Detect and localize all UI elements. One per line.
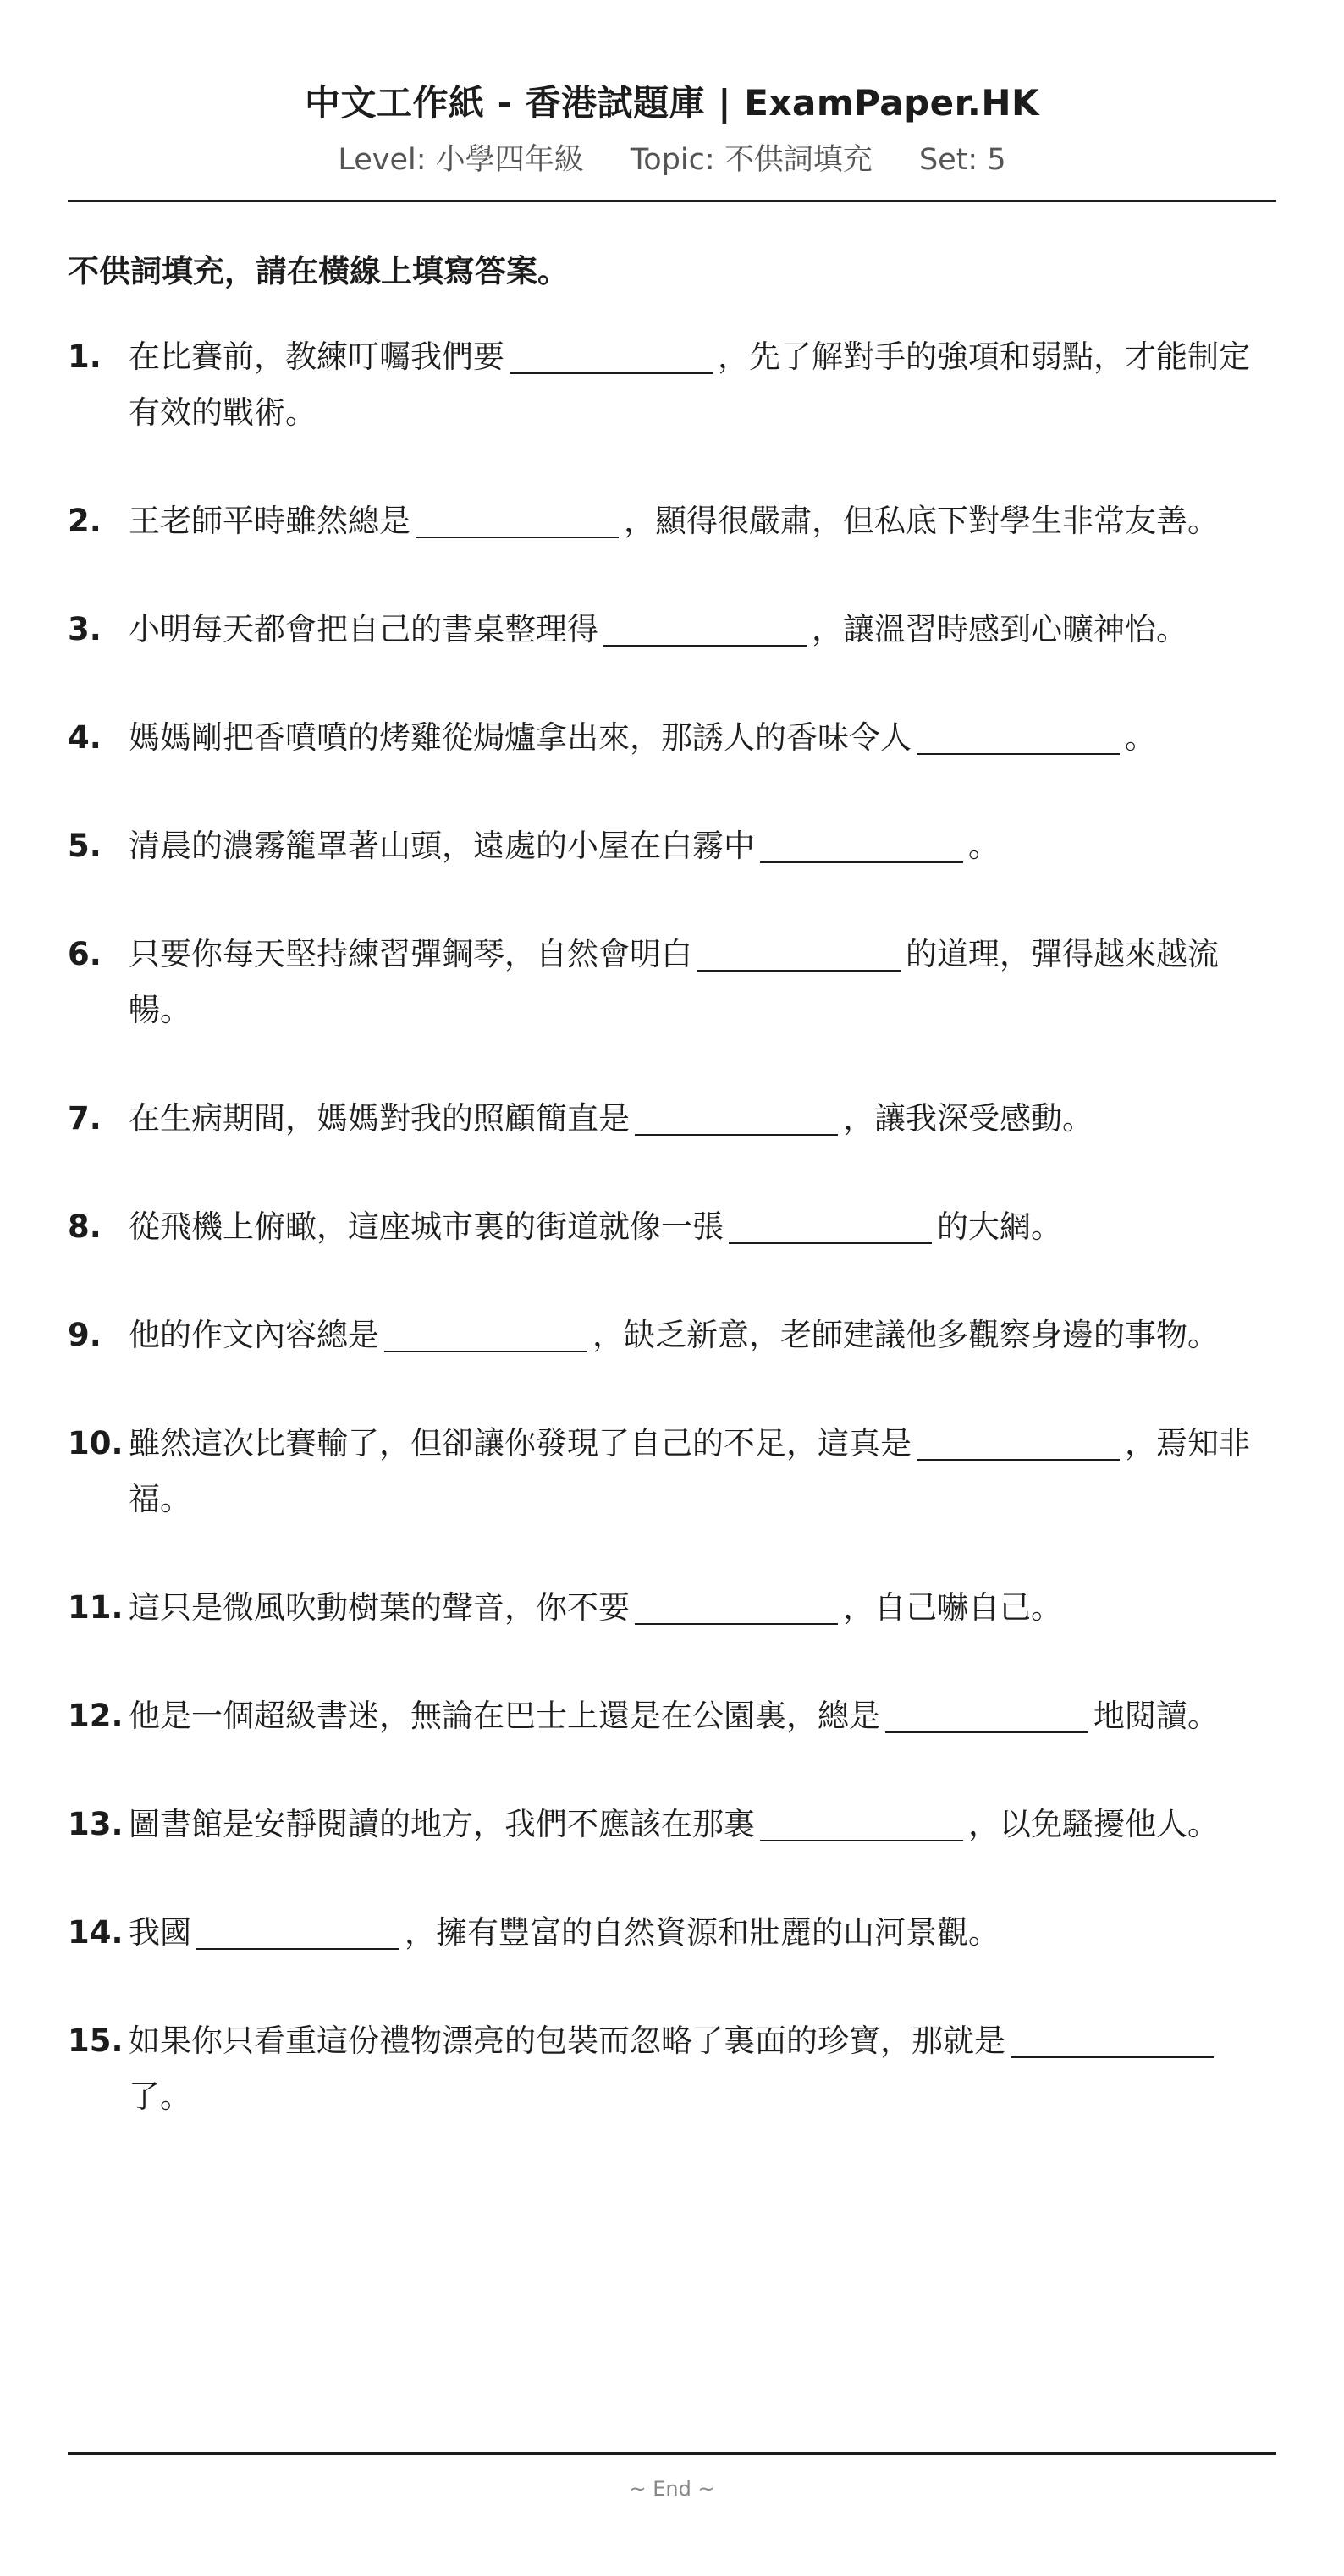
question-text-before: 王老師平時雖然總是 bbox=[129, 503, 410, 539]
question-item bbox=[68, 493, 1276, 549]
question-text-before: 媽媽剛把香噴噴的烤雞從焗爐拿出來，那誘人的香味令人 bbox=[129, 719, 912, 756]
worksheet-title: 中文工作紙 - 香港試題庫 | ExamPaper.HK bbox=[304, 82, 1040, 124]
question-text-after: ，以免騷擾他人。 bbox=[968, 1806, 1219, 1842]
question-number: 14. bbox=[68, 1914, 124, 1951]
question-text-before: 只要你每天堅持練習彈鋼琴，自然會明白 bbox=[129, 936, 692, 972]
set-label: Set: 5 bbox=[918, 143, 1006, 177]
question-number: 15. bbox=[68, 2023, 124, 2059]
answer-blank[interactable] bbox=[510, 339, 713, 374]
question-text-after: ，顯得很嚴肅，但私底下對學生非常友善。 bbox=[624, 503, 1219, 539]
question-number: 11. bbox=[68, 1589, 124, 1626]
question-text-before: 從飛機上俯瞰，這座城市裏的街道就像一張 bbox=[129, 1208, 724, 1245]
question-text bbox=[129, 1199, 1276, 1255]
footer-divider bbox=[68, 2452, 1276, 2455]
question-item bbox=[68, 1905, 1276, 1961]
question-text-after: ，缺乏新意，老師建議他多觀察身邊的事物。 bbox=[592, 1317, 1219, 1353]
question-number: 9. bbox=[68, 1317, 102, 1353]
question-item bbox=[68, 2013, 1276, 2125]
question-text-before: 小明每天都會把自己的書桌整理得 bbox=[129, 611, 598, 647]
answer-blank[interactable] bbox=[196, 1914, 399, 1950]
question-number: 3. bbox=[68, 611, 102, 647]
question-text bbox=[129, 1307, 1276, 1363]
question-list bbox=[68, 329, 1276, 2125]
header-divider bbox=[68, 200, 1276, 202]
worksheet-footer bbox=[68, 2452, 1276, 2501]
question-text bbox=[129, 329, 1276, 441]
question-text bbox=[129, 710, 1276, 766]
answer-blank[interactable] bbox=[1011, 2023, 1214, 2058]
question-text bbox=[129, 602, 1276, 658]
question-text-after: 。 bbox=[1125, 719, 1156, 756]
question-text-before: 清晨的濃霧籠罩著山頭，遠處的小屋在白霧中 bbox=[129, 828, 755, 864]
question-number: 5. bbox=[68, 828, 102, 864]
question-text bbox=[129, 2013, 1276, 2125]
answer-blank[interactable] bbox=[760, 1806, 963, 1841]
answer-blank[interactable] bbox=[416, 503, 619, 538]
question-text-after: ，擁有豐富的自然資源和壯麗的山河景觀。 bbox=[405, 1914, 1000, 1951]
question-text-after: ，先了解對手的強項和弱點，才能制定有效的戰術。 bbox=[129, 339, 1250, 431]
question-text-before: 雖然這次比賽輸了，但卻讓你發現了自己的不足，這真是 bbox=[129, 1425, 912, 1461]
question-item bbox=[68, 1307, 1276, 1363]
question-number: 4. bbox=[68, 719, 102, 756]
question-text bbox=[129, 1688, 1276, 1744]
instruction-text: 不供詞填充，請在橫線上填寫答案。 bbox=[68, 253, 569, 289]
answer-blank[interactable] bbox=[917, 1425, 1120, 1461]
question-text bbox=[129, 1416, 1276, 1527]
question-item bbox=[68, 818, 1276, 874]
answer-blank[interactable] bbox=[729, 1208, 932, 1244]
question-text-after: 了。 bbox=[129, 2078, 191, 2115]
question-text bbox=[129, 818, 1276, 874]
answer-blank[interactable] bbox=[885, 1698, 1088, 1733]
question-text-before: 我國 bbox=[129, 1914, 191, 1951]
question-item bbox=[68, 1688, 1276, 1744]
question-text bbox=[129, 493, 1276, 549]
question-item bbox=[68, 329, 1276, 441]
question-item bbox=[68, 1091, 1276, 1147]
question-text-after: 地閱讀。 bbox=[1093, 1698, 1219, 1734]
question-text-after: 的大網。 bbox=[937, 1208, 1062, 1245]
answer-blank[interactable] bbox=[697, 936, 901, 972]
question-text-after: 的道理，彈得越來越流暢。 bbox=[129, 936, 1219, 1028]
question-text-after: ，讓我深受感動。 bbox=[843, 1100, 1093, 1137]
answer-blank[interactable] bbox=[760, 828, 963, 863]
question-item bbox=[68, 1416, 1276, 1527]
worksheet-meta bbox=[68, 139, 1276, 181]
question-text bbox=[129, 927, 1276, 1038]
answer-blank[interactable] bbox=[635, 1589, 838, 1625]
question-text-before: 在比賽前，教練叮囑我們要 bbox=[129, 339, 504, 375]
question-item bbox=[68, 1580, 1276, 1636]
question-text-before: 如果你只看重這份禮物漂亮的包裝而忽略了裏面的珍寶，那就是 bbox=[129, 2023, 1005, 2059]
question-text-after: 。 bbox=[968, 828, 1000, 864]
question-text bbox=[129, 1091, 1276, 1147]
question-text-before: 他的作文內容總是 bbox=[129, 1317, 379, 1353]
question-item bbox=[68, 710, 1276, 766]
question-text-after: ，自己嚇自己。 bbox=[843, 1589, 1062, 1626]
question-item bbox=[68, 602, 1276, 658]
question-text-before: 在生病期間，媽媽對我的照顧簡直是 bbox=[129, 1100, 630, 1137]
question-text-before: 他是一個超級書迷，無論在巴士上還是在公園裏，總是 bbox=[129, 1698, 880, 1734]
question-number: 10. bbox=[68, 1425, 124, 1461]
question-number: 7. bbox=[68, 1100, 102, 1137]
question-text bbox=[129, 1905, 1276, 1961]
answer-blank[interactable] bbox=[635, 1100, 838, 1136]
answer-blank[interactable] bbox=[917, 719, 1120, 755]
question-text-before: 圖書館是安靜閱讀的地方，我們不應該在那裏 bbox=[129, 1806, 755, 1842]
question-text-before: 這只是微風吹動樹葉的聲音，你不要 bbox=[129, 1589, 630, 1626]
answer-blank[interactable] bbox=[603, 611, 807, 647]
question-number: 2. bbox=[68, 503, 102, 539]
topic-label: Topic: 不供詞填充 bbox=[630, 143, 873, 177]
question-item bbox=[68, 927, 1276, 1038]
question-number: 6. bbox=[68, 936, 102, 972]
question-text-after: ，焉知非福。 bbox=[129, 1425, 1250, 1517]
worksheet-header bbox=[68, 0, 1276, 202]
question-item bbox=[68, 1199, 1276, 1255]
answer-blank[interactable] bbox=[384, 1317, 587, 1352]
question-number: 8. bbox=[68, 1208, 102, 1245]
question-number: 1. bbox=[68, 339, 102, 375]
level-label: Level: 小學四年級 bbox=[338, 143, 584, 177]
question-text-after: ，讓溫習時感到心曠神怡。 bbox=[812, 611, 1187, 647]
question-text bbox=[129, 1580, 1276, 1636]
question-number: 12. bbox=[68, 1698, 124, 1734]
end-marker: ~ End ~ bbox=[629, 2477, 715, 2501]
question-number: 13. bbox=[68, 1806, 124, 1842]
question-item bbox=[68, 1797, 1276, 1852]
question-text bbox=[129, 1797, 1276, 1852]
